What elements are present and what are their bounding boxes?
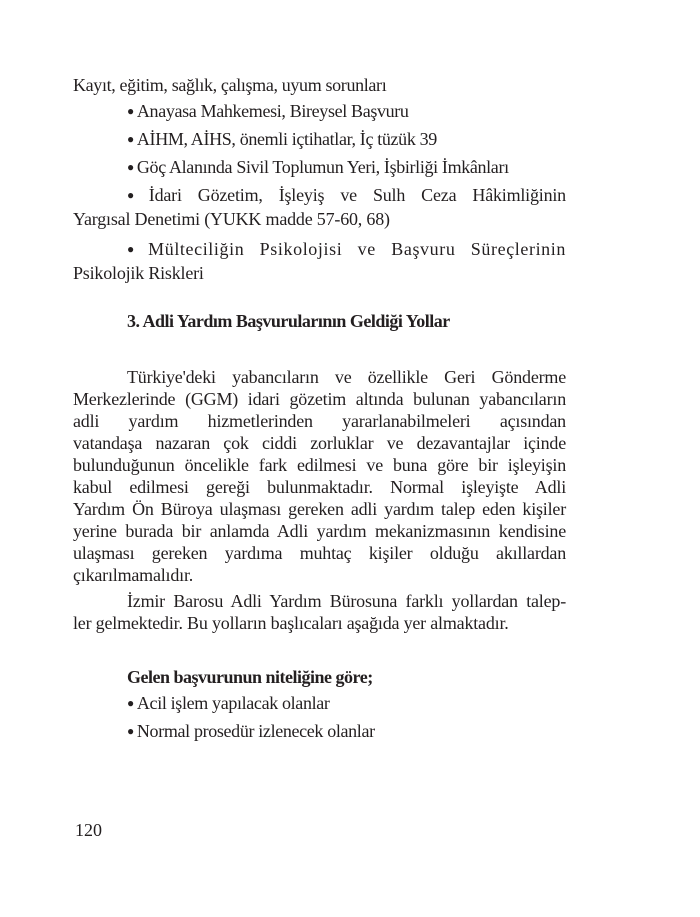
paragraph-line: çıkarılmamalıdır.	[73, 565, 194, 585]
paragraph-line: Merkezlerinde (GGM) idari gözetim altında bulunan yabancıların	[73, 389, 566, 409]
list-item	[73, 238, 566, 284]
paragraph-line: ulaşması gereken yardıma muhtaç kişiler olduğu akıllardan	[73, 543, 566, 563]
paragraph-line: Yardım Ön Büroya ulaşması gereken adli yardım talep eden kişiler	[73, 499, 566, 519]
page-number: 120	[75, 820, 102, 840]
list-item: ● Normal prosedür izlenecek olanlar	[73, 720, 566, 744]
paragraph-line: adli yardım hizmetlerinden yararlanabilmeleri açısından	[73, 411, 566, 431]
paragraph-line: ler gelmektedir. Bu yolların başlıcaları aşağıda yer almaktadır.	[73, 613, 509, 633]
subheading: Gelen başvurunun niteliğine göre;	[127, 667, 373, 687]
paragraph-1	[73, 366, 566, 586]
list-item-line: Yargısal Denetimi (YUKK madde 57-60, 68)	[73, 209, 390, 229]
list-item-line: ● İdari Gözetim, İşleyiş ve Sulh Ceza Hâkimliğinin	[73, 184, 566, 208]
page-body	[73, 74, 566, 744]
intro-line: Kayıt, eğitim, sağlık, çalışma, uyum sorunları	[73, 75, 387, 95]
paragraph-line: vatandaşa nazaran çok ciddi zorluklar ve dezavantajlar içinde	[73, 433, 566, 453]
list-item: ● AİHM, AİHS, önemli içtihatlar, İç tüzük 39	[73, 128, 566, 152]
list-item: ● Göç Alanında Sivil Toplumun Yeri, İşbirliği İmkânları	[73, 156, 566, 180]
paragraph-line: yerine burada bir anlamda Adli yardım mekanizmasının kendisine	[73, 521, 566, 541]
section-heading: 3. Adli Yardım Başvurularının Geldiği Yollar	[127, 311, 450, 331]
paragraph-line: İzmir Barosu Adli Yardım Bürosuna farklı yollardan talep-	[127, 591, 566, 611]
type-bullet-list	[73, 692, 566, 744]
paragraph-line: kabul edilmesi gereği bulunmaktadır. Normal işleyişte Adli	[73, 477, 566, 497]
list-item: ● Anayasa Mahkemesi, Bireysel Başvuru	[73, 100, 566, 124]
paragraph-2	[73, 590, 566, 634]
paragraph-line: bulunduğunun öncelikle fark edilmesi ve buna göre bir işleyişin	[73, 455, 566, 475]
paragraph-line: Türkiye'deki yabancıların ve özellikle Geri Gönderme	[127, 367, 566, 387]
list-item-line: Psikolojik Riskleri	[73, 263, 204, 283]
list-item-line: ● Mülteciliğin Psikolojisi ve Başvuru Süreçlerinin	[73, 238, 566, 262]
topic-bullet-list	[73, 100, 566, 284]
list-item: ● Acil işlem yapılacak olanlar	[73, 692, 566, 716]
list-item	[73, 184, 566, 230]
